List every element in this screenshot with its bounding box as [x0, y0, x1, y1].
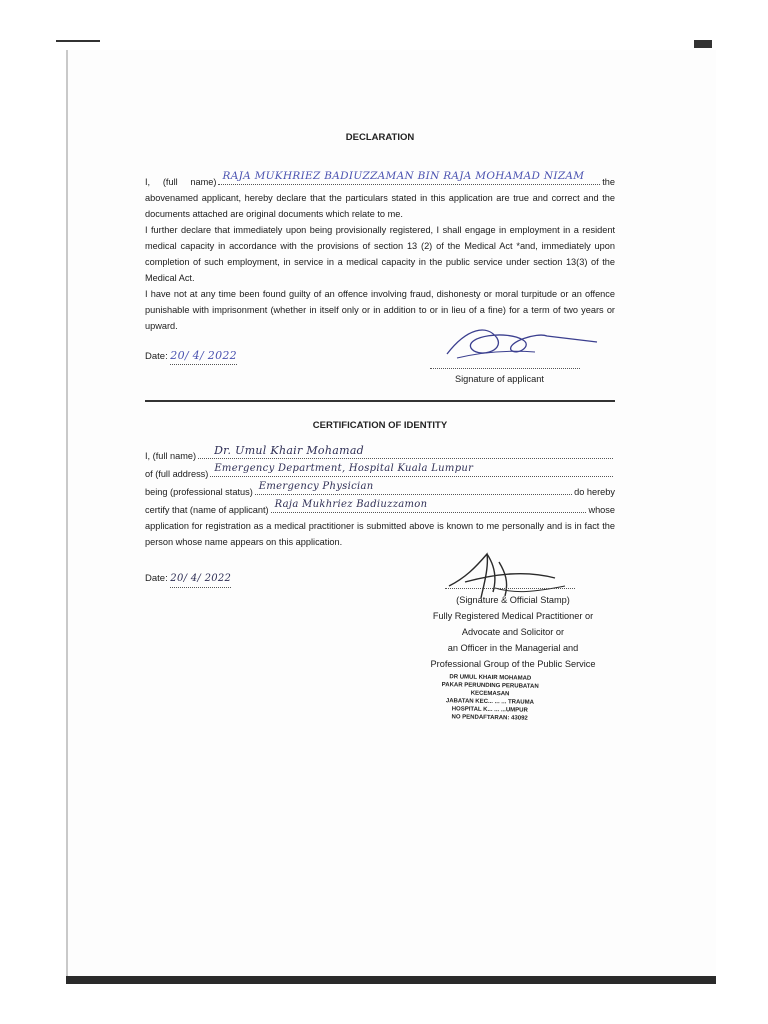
page-edge-bottom — [66, 976, 716, 984]
certifier-signature-block — [413, 592, 613, 672]
certifier-address-handwritten: Emergency Department, Hospital Kuala Lumpur — [214, 463, 474, 474]
page-edge-top — [56, 40, 100, 42]
stamp-line-4: NO PENDAFTARAN: 43092 — [451, 714, 528, 722]
applicant-name-field — [218, 172, 600, 185]
certifier-status-field — [255, 482, 572, 495]
stamp-line-3: HOSPITAL K... ... ...UMPUR — [451, 706, 528, 714]
declaration-paragraph-3: I have not at any time been found guilty of an offence involving fraud, dishonesty or moral turpitude or an offence punishable with imprisonment (whether in itself only or in addition to or in lieu of a fine) for a term of two years or upward. — [145, 289, 615, 331]
certifier-status-handwritten: Emergency Physician — [258, 481, 374, 492]
status-suffix: do hereby — [574, 487, 615, 497]
certifier-name-handwritten: Dr. Umul Khair Mohamad — [214, 444, 365, 457]
certifier-status-label: being (professional status) — [145, 487, 253, 497]
declaration-title: DECLARATION — [345, 132, 415, 143]
certification-title: CERTIFICATION OF IDENTITY — [312, 420, 448, 431]
declaration-date-signature — [145, 344, 615, 388]
date-label: Date: — [145, 351, 168, 362]
applicant-signature-icon — [427, 322, 607, 368]
stamp-line-1: PAKAR PERUNDING PERUBATAN KECEMASAN — [441, 682, 539, 698]
declaration-paragraph-2: I further declare that immediately upon being provisionally registered, I shall engage in employment in a resident medical capacity in accordance with the provisions of section 13 (2) of the Medical Act *and, immediately upon completion of such employment, in service in a medical capacity in the public service under section 13(3) of the Medical Act. — [145, 225, 615, 283]
certify-applicant-field — [271, 500, 587, 513]
certification-paragraph: application for registration as a medical practitioner is submitted above is known to me personally and is in fact the person whose name appears on this application. — [145, 521, 615, 547]
applicant-name-handwritten: RAJA MUKHRIEZ BADIUZZAMAN BIN RAJA MOHAMAD NIZAM — [222, 170, 585, 182]
certify-applicant-label: certify that (name of applicant) — [145, 505, 269, 515]
certify-suffix: whose — [588, 505, 615, 515]
signature-line-3: an Officer in the Managerial and — [447, 643, 579, 653]
full-name-label: I, (full name) — [145, 177, 217, 187]
declaration-date — [145, 348, 237, 365]
certifier-address-row — [145, 464, 615, 482]
applicant-signature-label: Signature of applicant — [455, 374, 544, 384]
certifier-address-field — [210, 464, 613, 477]
name-suffix: the — [602, 177, 615, 187]
certification-date-handwritten: 20/ 4/ 2022 — [170, 571, 231, 588]
declaration-date-handwritten: 20/ 4/ 2022 — [170, 348, 237, 365]
stamp-line-2: JABATAN KEC... ... ... TRAUMA — [445, 698, 535, 706]
declaration-form — [145, 130, 615, 708]
signature-line-4: Professional Group of the Public Service — [430, 659, 596, 669]
signature-line-2: Advocate and Solicitor or — [461, 627, 565, 637]
applicant-name-row — [145, 172, 615, 190]
official-stamp — [425, 673, 556, 723]
cert-date-label: Date: — [145, 573, 168, 584]
certifier-address-label: of (full address) — [145, 469, 209, 479]
declaration-paragraph-1: abovenamed applicant, hereby declare that the particulars stated in this application are true and correct and the documents attached are original documents which relate to me. — [145, 193, 615, 219]
stamp-line-0: DR UMUL KHAIR MOHAMAD — [449, 674, 532, 682]
certifier-name-field — [198, 446, 613, 459]
signature-line-1: Fully Registered Medical Practitioner or — [432, 611, 594, 621]
certify-applicant-row — [145, 500, 615, 518]
certifier-name-label: I, (full name) — [145, 451, 197, 461]
section-divider — [145, 400, 615, 402]
certify-applicant-handwritten: Raja Mukhriez Badiuzzamon — [274, 499, 428, 510]
signature-line-0: (Signature & Official Stamp) — [456, 595, 570, 605]
page-edge-right — [694, 40, 712, 48]
certification-date — [145, 570, 231, 588]
